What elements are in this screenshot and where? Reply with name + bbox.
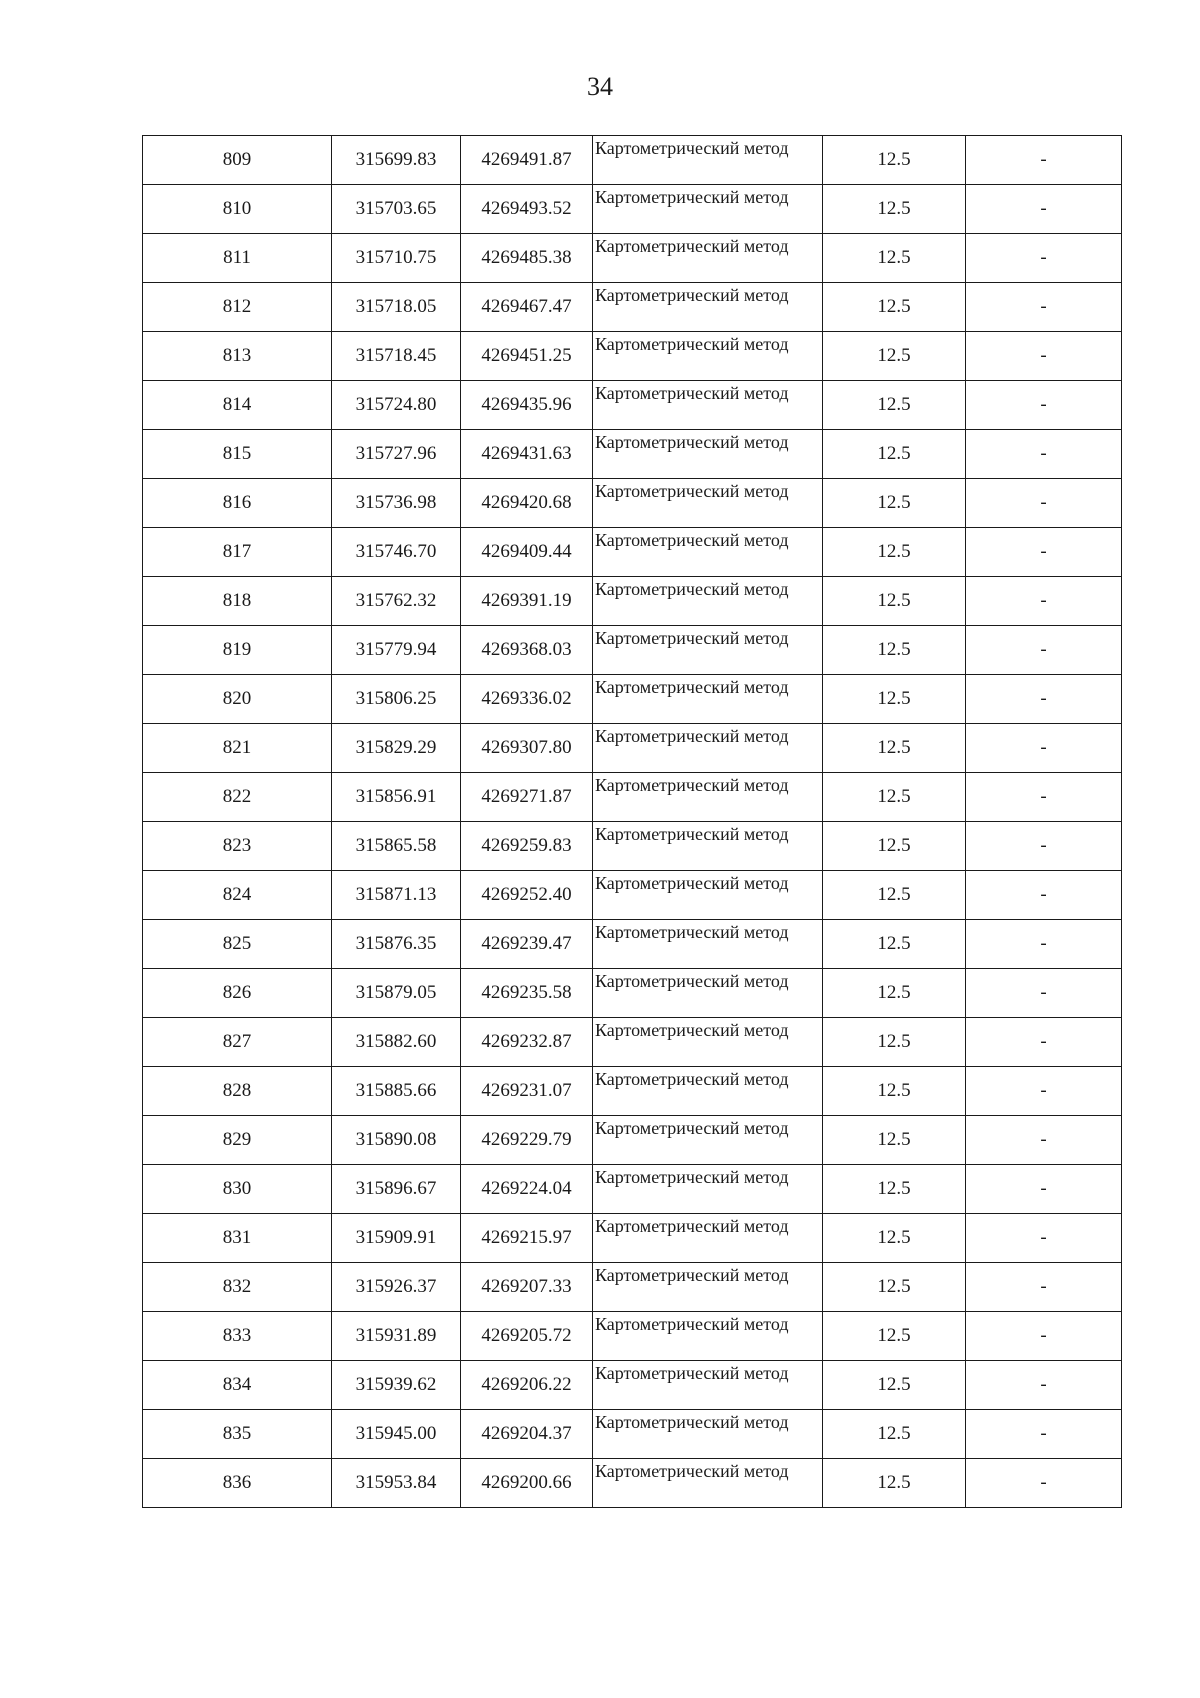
accuracy-cell: 12.5 bbox=[823, 1263, 966, 1312]
method-cell: Картометрический метод bbox=[593, 1410, 823, 1459]
description-cell: - bbox=[966, 381, 1122, 430]
description-cell: - bbox=[966, 969, 1122, 1018]
method-cell: Картометрический метод bbox=[593, 185, 823, 234]
description-cell: - bbox=[966, 626, 1122, 675]
point-number-cell: 835 bbox=[143, 1410, 332, 1459]
y-coordinate-cell: 4269229.79 bbox=[461, 1116, 593, 1165]
table-row bbox=[143, 430, 1122, 479]
x-coordinate-cell: 315879.05 bbox=[332, 969, 461, 1018]
y-coordinate-cell: 4269215.97 bbox=[461, 1214, 593, 1263]
accuracy-cell: 12.5 bbox=[823, 1165, 966, 1214]
method-cell: Картометрический метод bbox=[593, 1214, 823, 1263]
table-row bbox=[143, 1067, 1122, 1116]
table-row bbox=[143, 185, 1122, 234]
description-cell: - bbox=[966, 1312, 1122, 1361]
description-cell: - bbox=[966, 1459, 1122, 1508]
table-row bbox=[143, 332, 1122, 381]
point-number-cell: 825 bbox=[143, 920, 332, 969]
x-coordinate-cell: 315727.96 bbox=[332, 430, 461, 479]
x-coordinate-cell: 315931.89 bbox=[332, 1312, 461, 1361]
point-number-cell: 813 bbox=[143, 332, 332, 381]
x-coordinate-cell: 315896.67 bbox=[332, 1165, 461, 1214]
method-cell: Картометрический метод bbox=[593, 528, 823, 577]
method-cell: Картометрический метод bbox=[593, 1116, 823, 1165]
table-row bbox=[143, 1312, 1122, 1361]
method-cell: Картометрический метод bbox=[593, 234, 823, 283]
accuracy-cell: 12.5 bbox=[823, 332, 966, 381]
accuracy-cell: 12.5 bbox=[823, 969, 966, 1018]
method-cell: Картометрический метод bbox=[593, 1263, 823, 1312]
description-cell: - bbox=[966, 822, 1122, 871]
description-cell: - bbox=[966, 724, 1122, 773]
x-coordinate-cell: 315779.94 bbox=[332, 626, 461, 675]
table-row bbox=[143, 1361, 1122, 1410]
table-row bbox=[143, 577, 1122, 626]
table-row bbox=[143, 1214, 1122, 1263]
method-cell: Картометрический метод bbox=[593, 675, 823, 724]
method-cell: Картометрический метод bbox=[593, 822, 823, 871]
accuracy-cell: 12.5 bbox=[823, 724, 966, 773]
table-row bbox=[143, 773, 1122, 822]
method-cell: Картометрический метод bbox=[593, 969, 823, 1018]
description-cell: - bbox=[966, 920, 1122, 969]
y-coordinate-cell: 4269231.07 bbox=[461, 1067, 593, 1116]
x-coordinate-cell: 315882.60 bbox=[332, 1018, 461, 1067]
point-number-cell: 830 bbox=[143, 1165, 332, 1214]
description-cell: - bbox=[966, 1361, 1122, 1410]
point-number-cell: 818 bbox=[143, 577, 332, 626]
table-row bbox=[143, 283, 1122, 332]
table-row bbox=[143, 479, 1122, 528]
table-row bbox=[143, 1410, 1122, 1459]
y-coordinate-cell: 4269420.68 bbox=[461, 479, 593, 528]
description-cell: - bbox=[966, 1214, 1122, 1263]
accuracy-cell: 12.5 bbox=[823, 1067, 966, 1116]
x-coordinate-cell: 315718.05 bbox=[332, 283, 461, 332]
coordinates-table-body bbox=[143, 136, 1122, 1508]
point-number-cell: 811 bbox=[143, 234, 332, 283]
method-cell: Картометрический метод bbox=[593, 283, 823, 332]
y-coordinate-cell: 4269493.52 bbox=[461, 185, 593, 234]
y-coordinate-cell: 4269224.04 bbox=[461, 1165, 593, 1214]
x-coordinate-cell: 315926.37 bbox=[332, 1263, 461, 1312]
y-coordinate-cell: 4269467.47 bbox=[461, 283, 593, 332]
method-cell: Картометрический метод bbox=[593, 1165, 823, 1214]
y-coordinate-cell: 4269239.47 bbox=[461, 920, 593, 969]
y-coordinate-cell: 4269307.80 bbox=[461, 724, 593, 773]
description-cell: - bbox=[966, 136, 1122, 185]
description-cell: - bbox=[966, 675, 1122, 724]
method-cell: Картометрический метод bbox=[593, 1067, 823, 1116]
description-cell: - bbox=[966, 332, 1122, 381]
accuracy-cell: 12.5 bbox=[823, 479, 966, 528]
y-coordinate-cell: 4269491.87 bbox=[461, 136, 593, 185]
y-coordinate-cell: 4269232.87 bbox=[461, 1018, 593, 1067]
accuracy-cell: 12.5 bbox=[823, 1214, 966, 1263]
method-cell: Картометрический метод bbox=[593, 332, 823, 381]
description-cell: - bbox=[966, 1116, 1122, 1165]
table-row bbox=[143, 528, 1122, 577]
accuracy-cell: 12.5 bbox=[823, 626, 966, 675]
method-cell: Картометрический метод bbox=[593, 430, 823, 479]
description-cell: - bbox=[966, 1018, 1122, 1067]
accuracy-cell: 12.5 bbox=[823, 871, 966, 920]
method-cell: Картометрический метод bbox=[593, 136, 823, 185]
point-number-cell: 815 bbox=[143, 430, 332, 479]
accuracy-cell: 12.5 bbox=[823, 1018, 966, 1067]
method-cell: Картометрический метод bbox=[593, 920, 823, 969]
x-coordinate-cell: 315865.58 bbox=[332, 822, 461, 871]
y-coordinate-cell: 4269336.02 bbox=[461, 675, 593, 724]
point-number-cell: 816 bbox=[143, 479, 332, 528]
accuracy-cell: 12.5 bbox=[823, 381, 966, 430]
y-coordinate-cell: 4269259.83 bbox=[461, 822, 593, 871]
y-coordinate-cell: 4269204.37 bbox=[461, 1410, 593, 1459]
table-row bbox=[143, 136, 1122, 185]
x-coordinate-cell: 315829.29 bbox=[332, 724, 461, 773]
description-cell: - bbox=[966, 234, 1122, 283]
y-coordinate-cell: 4269271.87 bbox=[461, 773, 593, 822]
point-number-cell: 827 bbox=[143, 1018, 332, 1067]
accuracy-cell: 12.5 bbox=[823, 234, 966, 283]
method-cell: Картометрический метод bbox=[593, 724, 823, 773]
point-number-cell: 822 bbox=[143, 773, 332, 822]
table-row bbox=[143, 969, 1122, 1018]
x-coordinate-cell: 315762.32 bbox=[332, 577, 461, 626]
y-coordinate-cell: 4269391.19 bbox=[461, 577, 593, 626]
table-row bbox=[143, 822, 1122, 871]
description-cell: - bbox=[966, 577, 1122, 626]
accuracy-cell: 12.5 bbox=[823, 1459, 966, 1508]
x-coordinate-cell: 315746.70 bbox=[332, 528, 461, 577]
coordinates-table bbox=[142, 135, 1122, 1508]
x-coordinate-cell: 315876.35 bbox=[332, 920, 461, 969]
method-cell: Картометрический метод bbox=[593, 773, 823, 822]
point-number-cell: 831 bbox=[143, 1214, 332, 1263]
accuracy-cell: 12.5 bbox=[823, 920, 966, 969]
method-cell: Картометрический метод bbox=[593, 577, 823, 626]
accuracy-cell: 12.5 bbox=[823, 675, 966, 724]
point-number-cell: 817 bbox=[143, 528, 332, 577]
point-number-cell: 833 bbox=[143, 1312, 332, 1361]
point-number-cell: 821 bbox=[143, 724, 332, 773]
y-coordinate-cell: 4269207.33 bbox=[461, 1263, 593, 1312]
point-number-cell: 823 bbox=[143, 822, 332, 871]
method-cell: Картометрический метод bbox=[593, 1018, 823, 1067]
x-coordinate-cell: 315856.91 bbox=[332, 773, 461, 822]
method-cell: Картометрический метод bbox=[593, 1312, 823, 1361]
accuracy-cell: 12.5 bbox=[823, 1410, 966, 1459]
x-coordinate-cell: 315806.25 bbox=[332, 675, 461, 724]
table-row bbox=[143, 1116, 1122, 1165]
method-cell: Картометрический метод bbox=[593, 381, 823, 430]
x-coordinate-cell: 315736.98 bbox=[332, 479, 461, 528]
x-coordinate-cell: 315890.08 bbox=[332, 1116, 461, 1165]
method-cell: Картометрический метод bbox=[593, 479, 823, 528]
accuracy-cell: 12.5 bbox=[823, 1361, 966, 1410]
y-coordinate-cell: 4269409.44 bbox=[461, 528, 593, 577]
description-cell: - bbox=[966, 185, 1122, 234]
table-row bbox=[143, 920, 1122, 969]
description-cell: - bbox=[966, 773, 1122, 822]
description-cell: - bbox=[966, 1165, 1122, 1214]
description-cell: - bbox=[966, 479, 1122, 528]
point-number-cell: 832 bbox=[143, 1263, 332, 1312]
x-coordinate-cell: 315718.45 bbox=[332, 332, 461, 381]
accuracy-cell: 12.5 bbox=[823, 1312, 966, 1361]
table-row bbox=[143, 1018, 1122, 1067]
method-cell: Картометрический метод bbox=[593, 626, 823, 675]
table-row bbox=[143, 381, 1122, 430]
x-coordinate-cell: 315939.62 bbox=[332, 1361, 461, 1410]
point-number-cell: 810 bbox=[143, 185, 332, 234]
table-row bbox=[143, 871, 1122, 920]
page-number: 34 bbox=[587, 72, 613, 101]
accuracy-cell: 12.5 bbox=[823, 577, 966, 626]
method-cell: Картометрический метод bbox=[593, 1361, 823, 1410]
table-row bbox=[143, 626, 1122, 675]
accuracy-cell: 12.5 bbox=[823, 136, 966, 185]
point-number-cell: 820 bbox=[143, 675, 332, 724]
point-number-cell: 829 bbox=[143, 1116, 332, 1165]
point-number-cell: 828 bbox=[143, 1067, 332, 1116]
table-row bbox=[143, 234, 1122, 283]
method-cell: Картометрический метод bbox=[593, 871, 823, 920]
x-coordinate-cell: 315699.83 bbox=[332, 136, 461, 185]
table-row bbox=[143, 675, 1122, 724]
point-number-cell: 824 bbox=[143, 871, 332, 920]
y-coordinate-cell: 4269435.96 bbox=[461, 381, 593, 430]
table-row bbox=[143, 1263, 1122, 1312]
x-coordinate-cell: 315953.84 bbox=[332, 1459, 461, 1508]
accuracy-cell: 12.5 bbox=[823, 1116, 966, 1165]
method-cell: Картометрический метод bbox=[593, 1459, 823, 1508]
accuracy-cell: 12.5 bbox=[823, 773, 966, 822]
x-coordinate-cell: 315710.75 bbox=[332, 234, 461, 283]
accuracy-cell: 12.5 bbox=[823, 185, 966, 234]
accuracy-cell: 12.5 bbox=[823, 528, 966, 577]
description-cell: - bbox=[966, 430, 1122, 479]
description-cell: - bbox=[966, 283, 1122, 332]
point-number-cell: 836 bbox=[143, 1459, 332, 1508]
y-coordinate-cell: 4269451.25 bbox=[461, 332, 593, 381]
point-number-cell: 809 bbox=[143, 136, 332, 185]
x-coordinate-cell: 315885.66 bbox=[332, 1067, 461, 1116]
description-cell: - bbox=[966, 1263, 1122, 1312]
point-number-cell: 812 bbox=[143, 283, 332, 332]
accuracy-cell: 12.5 bbox=[823, 430, 966, 479]
description-cell: - bbox=[966, 871, 1122, 920]
description-cell: - bbox=[966, 528, 1122, 577]
accuracy-cell: 12.5 bbox=[823, 822, 966, 871]
point-number-cell: 819 bbox=[143, 626, 332, 675]
x-coordinate-cell: 315909.91 bbox=[332, 1214, 461, 1263]
y-coordinate-cell: 4269485.38 bbox=[461, 234, 593, 283]
point-number-cell: 814 bbox=[143, 381, 332, 430]
table-row bbox=[143, 1459, 1122, 1508]
y-coordinate-cell: 4269205.72 bbox=[461, 1312, 593, 1361]
x-coordinate-cell: 315724.80 bbox=[332, 381, 461, 430]
accuracy-cell: 12.5 bbox=[823, 283, 966, 332]
table-row bbox=[143, 1165, 1122, 1214]
description-cell: - bbox=[966, 1067, 1122, 1116]
y-coordinate-cell: 4269206.22 bbox=[461, 1361, 593, 1410]
y-coordinate-cell: 4269200.66 bbox=[461, 1459, 593, 1508]
point-number-cell: 834 bbox=[143, 1361, 332, 1410]
point-number-cell: 826 bbox=[143, 969, 332, 1018]
y-coordinate-cell: 4269252.40 bbox=[461, 871, 593, 920]
description-cell: - bbox=[966, 1410, 1122, 1459]
y-coordinate-cell: 4269431.63 bbox=[461, 430, 593, 479]
table-row bbox=[143, 724, 1122, 773]
x-coordinate-cell: 315945.00 bbox=[332, 1410, 461, 1459]
x-coordinate-cell: 315871.13 bbox=[332, 871, 461, 920]
x-coordinate-cell: 315703.65 bbox=[332, 185, 461, 234]
y-coordinate-cell: 4269368.03 bbox=[461, 626, 593, 675]
y-coordinate-cell: 4269235.58 bbox=[461, 969, 593, 1018]
